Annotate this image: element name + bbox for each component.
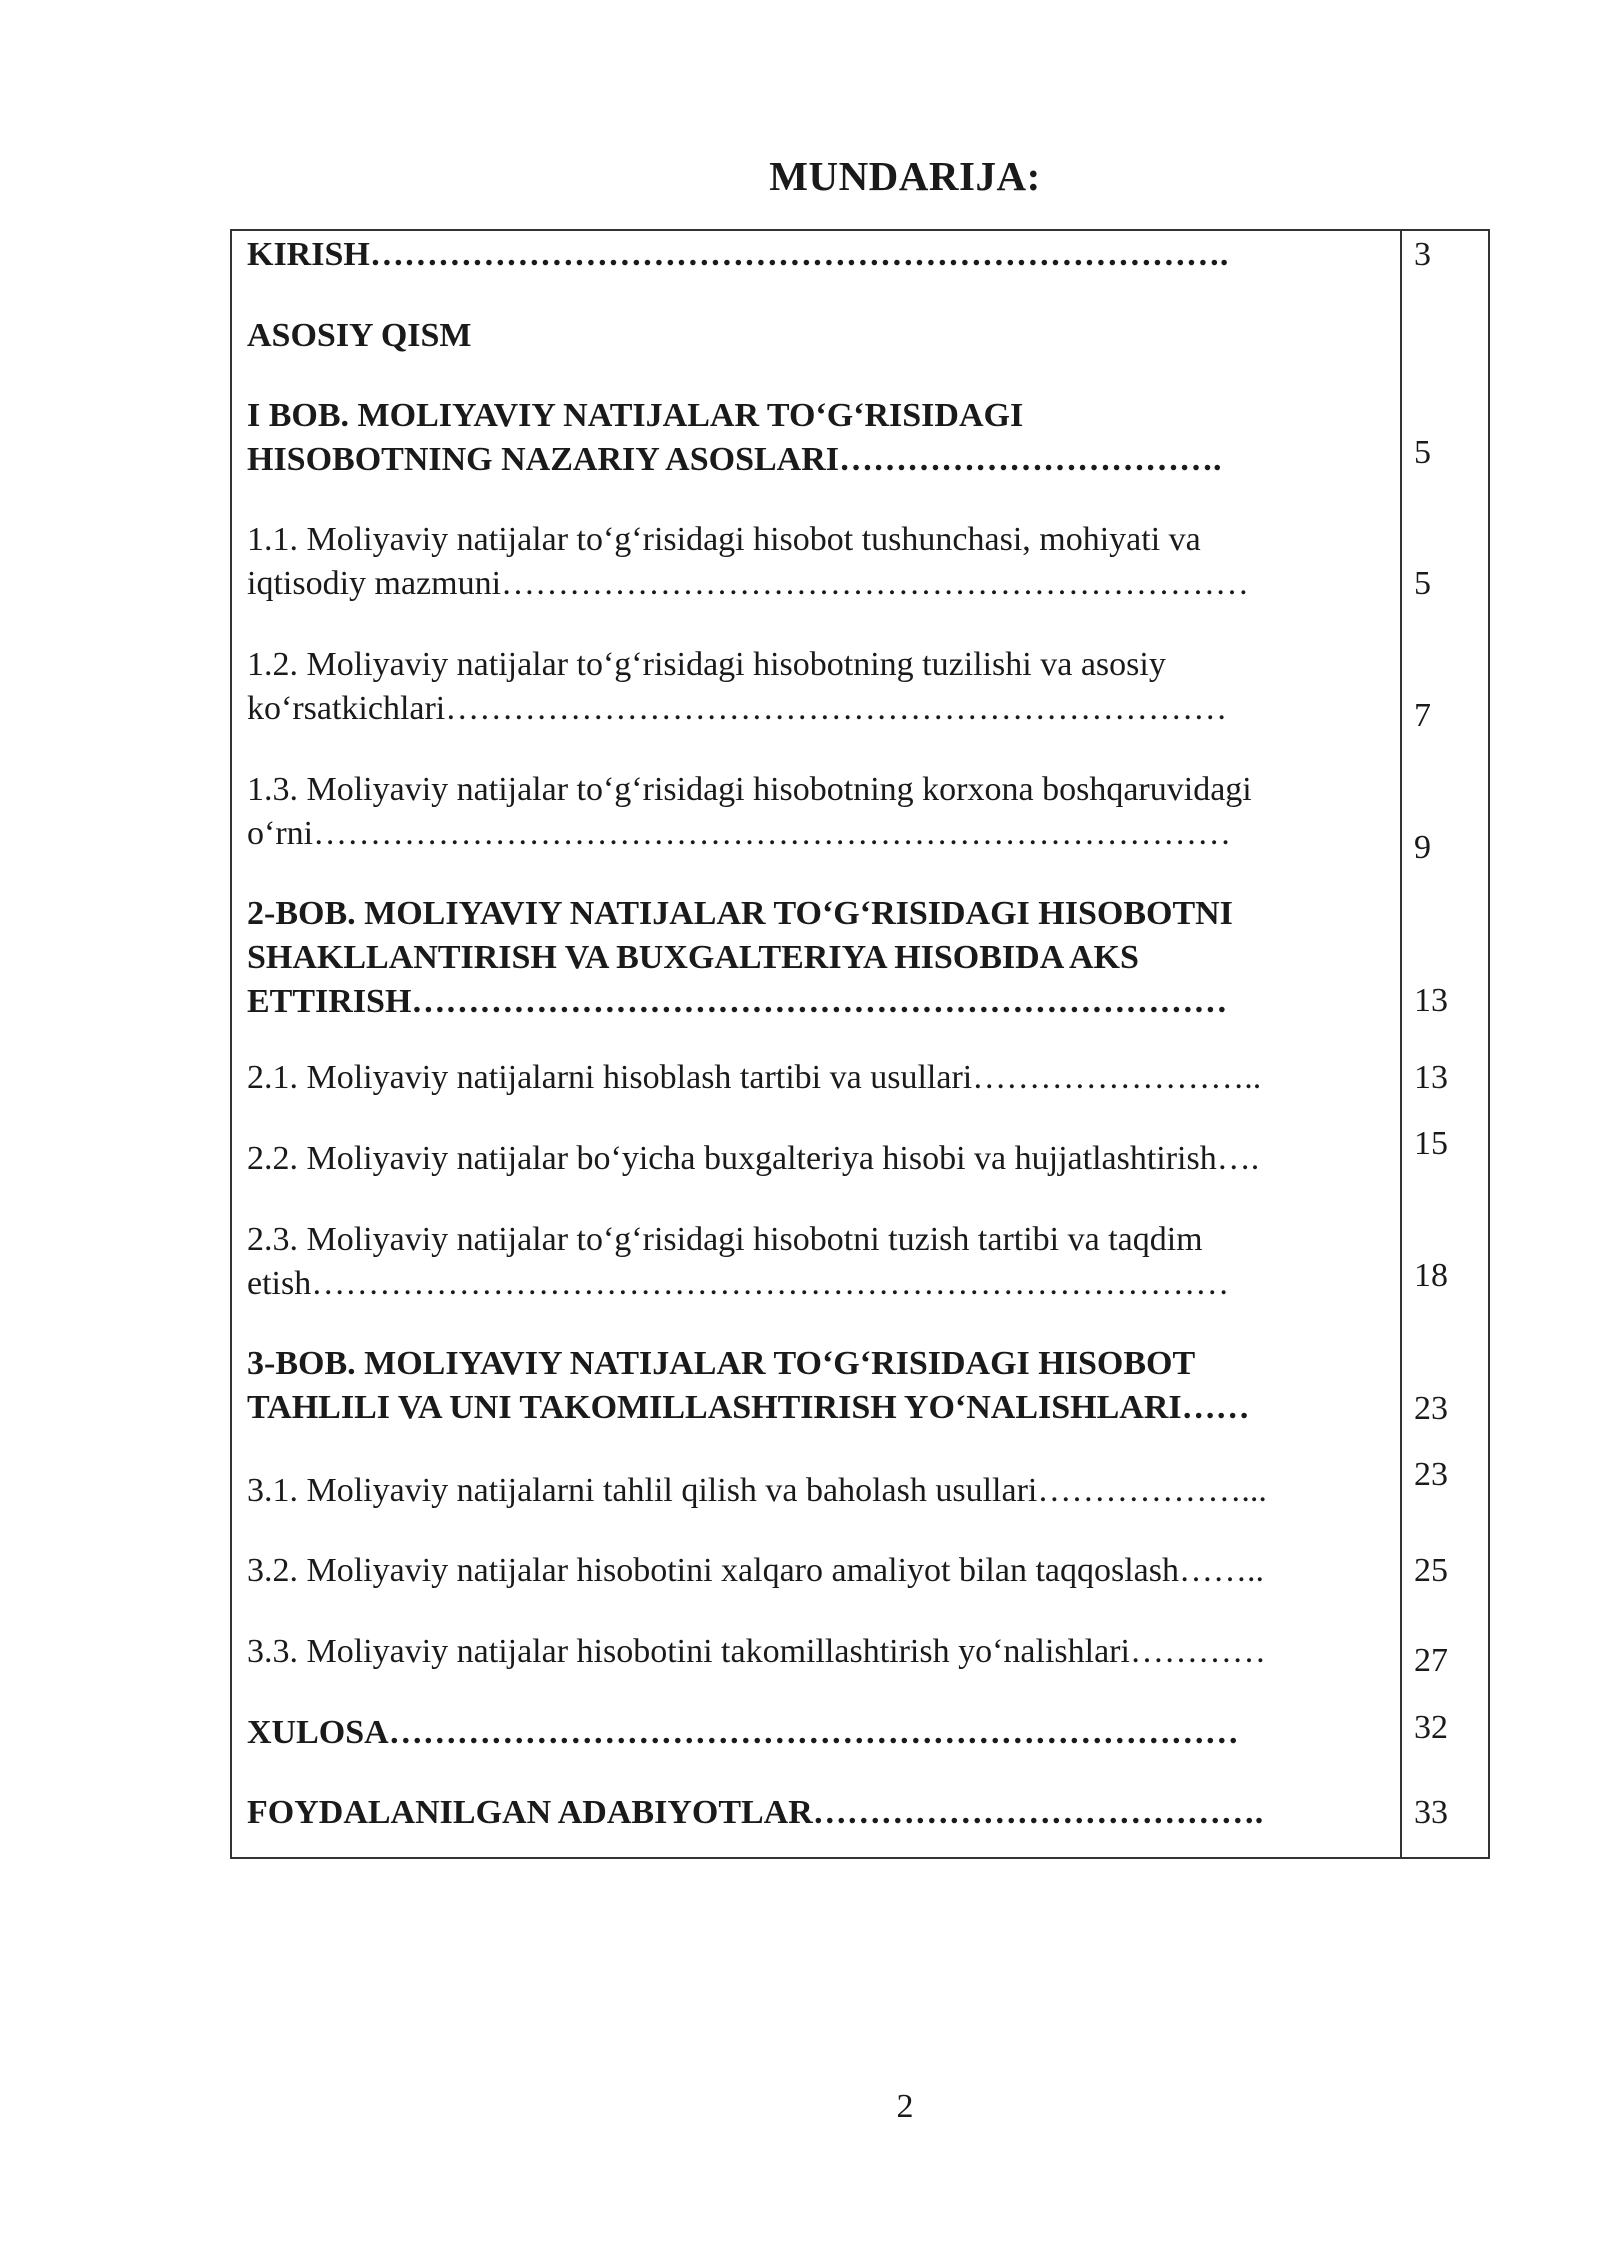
toc-page-number: 18	[1414, 1257, 1448, 1294]
toc-entry-text: XULOSA…………………………………………………………………	[247, 1714, 1239, 1751]
toc-entry-kirish	[247, 233, 1397, 277]
toc-section-3-1	[247, 1469, 1397, 1513]
toc-section-1-1	[247, 518, 1397, 606]
toc-section-2-1	[247, 1056, 1397, 1100]
toc-page-number: 15	[1414, 1125, 1448, 1162]
toc-page-number: 5	[1414, 565, 1431, 602]
toc-page-number: 32	[1414, 1709, 1448, 1746]
toc-entry-xulosa	[247, 1711, 1397, 1755]
toc-entry-text: iqtisodiy mazmuni…………………………………………………………	[247, 565, 1250, 602]
toc-entry-text: 3.3. Moliyaviy natijalar hisobotini takomillashtirish yo‘nalishlari…………	[247, 1633, 1266, 1670]
toc-chapter-3	[247, 1342, 1397, 1430]
toc-entry-text: SHAKLLANTIRISH VA BUXGALTERIYA HISOBIDA AKS	[247, 939, 1139, 976]
toc-section-2-2	[247, 1137, 1397, 1181]
toc-section-heading	[247, 314, 1397, 358]
toc-page-number: 9	[1414, 829, 1431, 866]
toc-page-number: 25	[1414, 1552, 1448, 1589]
column-divider	[1400, 231, 1402, 1857]
toc-section-2-3	[247, 1218, 1397, 1306]
toc-page-number: 27	[1414, 1642, 1448, 1679]
toc-page-number: 33	[1414, 1794, 1448, 1831]
toc-entry-text: 3.2. Moliyaviy natijalar hisobotini xalqaro amaliyot bilan taqqoslash……..	[247, 1552, 1264, 1589]
toc-page-number: 23	[1414, 1456, 1448, 1493]
toc-entry-text: 1.2. Moliyaviy natijalar to‘g‘risidagi hisobotning tuzilishi va asosiy	[247, 646, 1166, 683]
toc-entry-text: ETTIRISH………………………………………………………………	[247, 983, 1228, 1020]
toc-entry-text: HISOBOTNING NAZARIY ASOSLARI…………………………….	[247, 441, 1222, 478]
toc-entry-text: o‘rni………………………………………………………………………	[247, 815, 1232, 852]
table-of-contents	[230, 229, 1490, 1859]
toc-entry-text: 3.1. Moliyaviy natijalarni tahlil qilish va baholash usullari………………...	[247, 1472, 1267, 1509]
toc-entry-text: ko‘rsatkichlari……………………………………………………………	[247, 690, 1228, 727]
toc-page-number: 7	[1414, 697, 1431, 734]
toc-page-number: 13	[1414, 982, 1448, 1019]
toc-page-number: 5	[1414, 434, 1431, 471]
toc-entry-text: KIRISH………………………………………………………………….	[247, 236, 1229, 273]
toc-entry-text: 2-BOB. MOLIYAVIY NATIJALAR TO‘G‘RISIDAGI HISOBOTNI	[247, 895, 1233, 932]
toc-entry-text: 1.3. Moliyaviy natijalar to‘g‘risidagi hisobotning korxona boshqaruvidagi	[247, 771, 1252, 808]
toc-entry-text: 1.1. Moliyaviy natijalar to‘g‘risidagi hisobot tushunchasi, mohiyati va	[247, 521, 1201, 558]
toc-entry-references	[247, 1791, 1397, 1835]
toc-section-1-3	[247, 768, 1397, 856]
toc-section-1-2	[247, 643, 1397, 731]
toc-entry-text: 2.3. Moliyaviy natijalar to‘g‘risidagi hisobotni tuzish tartibi va taqdim	[247, 1221, 1203, 1258]
toc-chapter-2	[247, 892, 1397, 1024]
toc-section-3-3	[247, 1630, 1397, 1674]
toc-page-number: 13	[1414, 1059, 1448, 1096]
toc-entry-text: I BOB. MOLIYAVIY NATIJALAR TO‘G‘RISIDAGI	[247, 397, 1024, 434]
toc-entry-text: 2.2. Moliyaviy natijalar bo‘yicha buxgalteriya hisobi va hujjatlashtirish….	[247, 1140, 1260, 1177]
toc-entry-text: TAHLILI VA UNI TAKOMILLASHTIRISH YO‘NALISHLARI……	[247, 1389, 1250, 1426]
toc-entry-text: FOYDALANILGAN ADABIYOTLAR………………………………….	[247, 1794, 1264, 1831]
toc-entry-text: 3-BOB. MOLIYAVIY NATIJALAR TO‘G‘RISIDAGI HISOBOT	[247, 1345, 1196, 1382]
page-title: MUNDARIJA:	[769, 153, 1041, 199]
toc-page-number: 3	[1414, 236, 1431, 273]
toc-entry-text: ASOSIY QISM	[247, 317, 472, 354]
toc-section-3-2	[247, 1549, 1397, 1593]
toc-entry-text: etish………………………………………………………………………	[247, 1265, 1230, 1302]
toc-entry-text: 2.1. Moliyaviy natijalarni hisoblash tartibi va usullari……………………..	[247, 1059, 1262, 1096]
page-number: 2	[896, 2088, 914, 2125]
toc-page-number: 23	[1414, 1390, 1448, 1427]
toc-chapter-1	[247, 394, 1397, 482]
